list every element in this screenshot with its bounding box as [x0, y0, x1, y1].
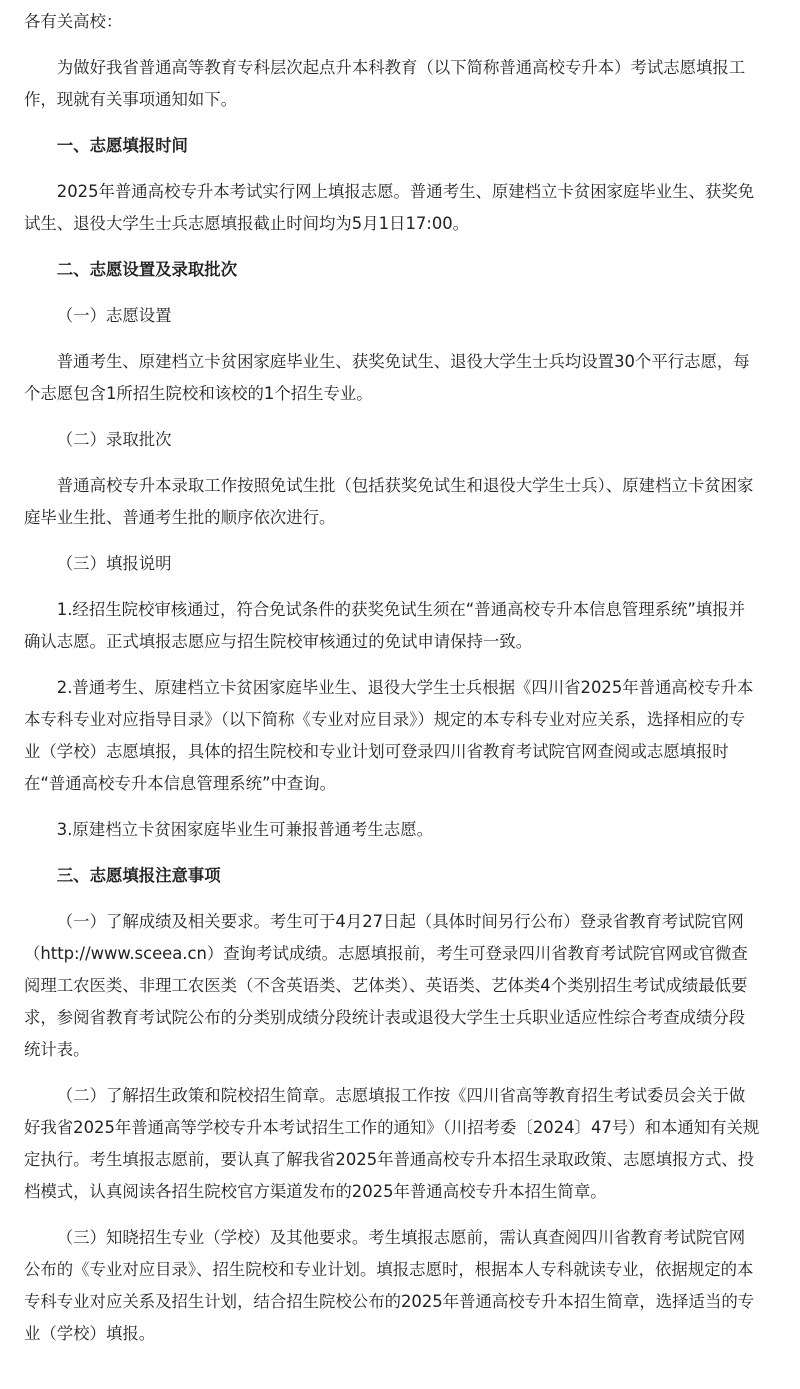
section2-item1: 1.经招生院校审核通过，符合免试条件的获奖免试生须在“普通高校专升本信息管理系统”填报并确认志愿。正式填报志愿应与招生院校审核通过的免试申请保持一致。 — [24, 600, 746, 651]
section2-sub2-heading: （二）录取批次 — [56, 430, 172, 449]
section2-sub1-paragraph: 普通考生、原建档立卡贫困家庭毕业生、获奖免试生、退役大学生士兵均设置30个平行志愿，每个志愿包含1所招生院校和该校的1个招生专业。 — [24, 352, 750, 403]
section2-item3: 3.原建档立卡贫困家庭毕业生可兼报普通考生志愿。 — [56, 820, 434, 839]
section1-paragraph: 2025年普通高校专升本考试实行网上填报志愿。普通考生、原建档立卡贫困家庭毕业生、获奖免试生、退役大学生士兵志愿填报截止时间均为5月1日17:00。 — [24, 182, 755, 233]
section2-heading: 二、志愿设置及录取批次 — [56, 260, 238, 279]
section1-heading: 一、志愿填报时间 — [56, 136, 188, 155]
section2-sub1-heading: （一）志愿设置 — [56, 306, 172, 325]
greeting: 各有关高校： — [24, 12, 123, 31]
section3-paragraph2: （二）了解招生政策和院校招生简章。志愿填报工作按《四川省高等教育招生考试委员会关于做好我省2025年普通高等学校专升本考试招生工作的通知》（川招考委〔2024〕47号）和本通知有关规定执行。考生填报志愿前，要认真了解我省2025年普通高校专升本招生录取政策、志愿填报方式、投档模式，认真阅读各招生院校官方渠道发布的2025年普通高校专升本招生简章。 — [24, 1086, 760, 1201]
section3-paragraph3: （三）知晓招生专业（学校）及其他要求。考生填报志愿前，需认真查阅四川省教育考试院官网公布的《专业对应目录》、招生院校和专业计划。填报志愿时，根据本人专科就读专业，依据规定的本专科专业对应关系及招生计划，结合招生院校公布的2025年普通高校专升本招生简章，选择适当的专业（学校）填报。 — [24, 1228, 755, 1343]
section3-heading: 三、志愿填报注意事项 — [56, 866, 221, 885]
intro-paragraph: 为做好我省普通高等教育专科层次起点升本科教育（以下简称普通高校专升本）考试志愿填报工作，现就有关事项通知如下。 — [24, 58, 746, 109]
section2-sub3-heading: （三）填报说明 — [56, 554, 172, 573]
section3-paragraph1: （一）了解成绩及相关要求。考生可于4月27日起（具体时间另行公布）登录省教育考试院官网（http://www.sceea.cn）查询考试成绩。志愿填报前，考生可登录四川省教育考试院官网或官微查阅理工农医类、非理工农医类（不含英语类、艺体类）、英语类、艺体类4个类别招生考试成绩最低要求，参阅省教育考试院公布的分类别成绩分段统计表或退役大学生士兵职业适应性综合考查成绩分段统计表。 — [24, 912, 748, 1059]
section2-sub2-paragraph: 普通高校专升本录取工作按照免试生批（包括获奖免试生和退役大学生士兵）、原建档立卡贫困家庭毕业生批、普通考生批的顺序依次进行。 — [24, 476, 754, 527]
section2-item2: 2.普通考生、原建档立卡贫困家庭毕业生、退役大学生士兵根据《四川省2025年普通高校专升本本专科专业对应指导目录》（以下简称《专业对应目录》）规定的本专科专业对应关系，选择相应的专业（学校）志愿填报，具体的招生院校和专业计划可登录四川省教育考试院官网查阅或志愿填报时在“普通高校专升本信息管理系统”中查询。 — [24, 678, 754, 793]
